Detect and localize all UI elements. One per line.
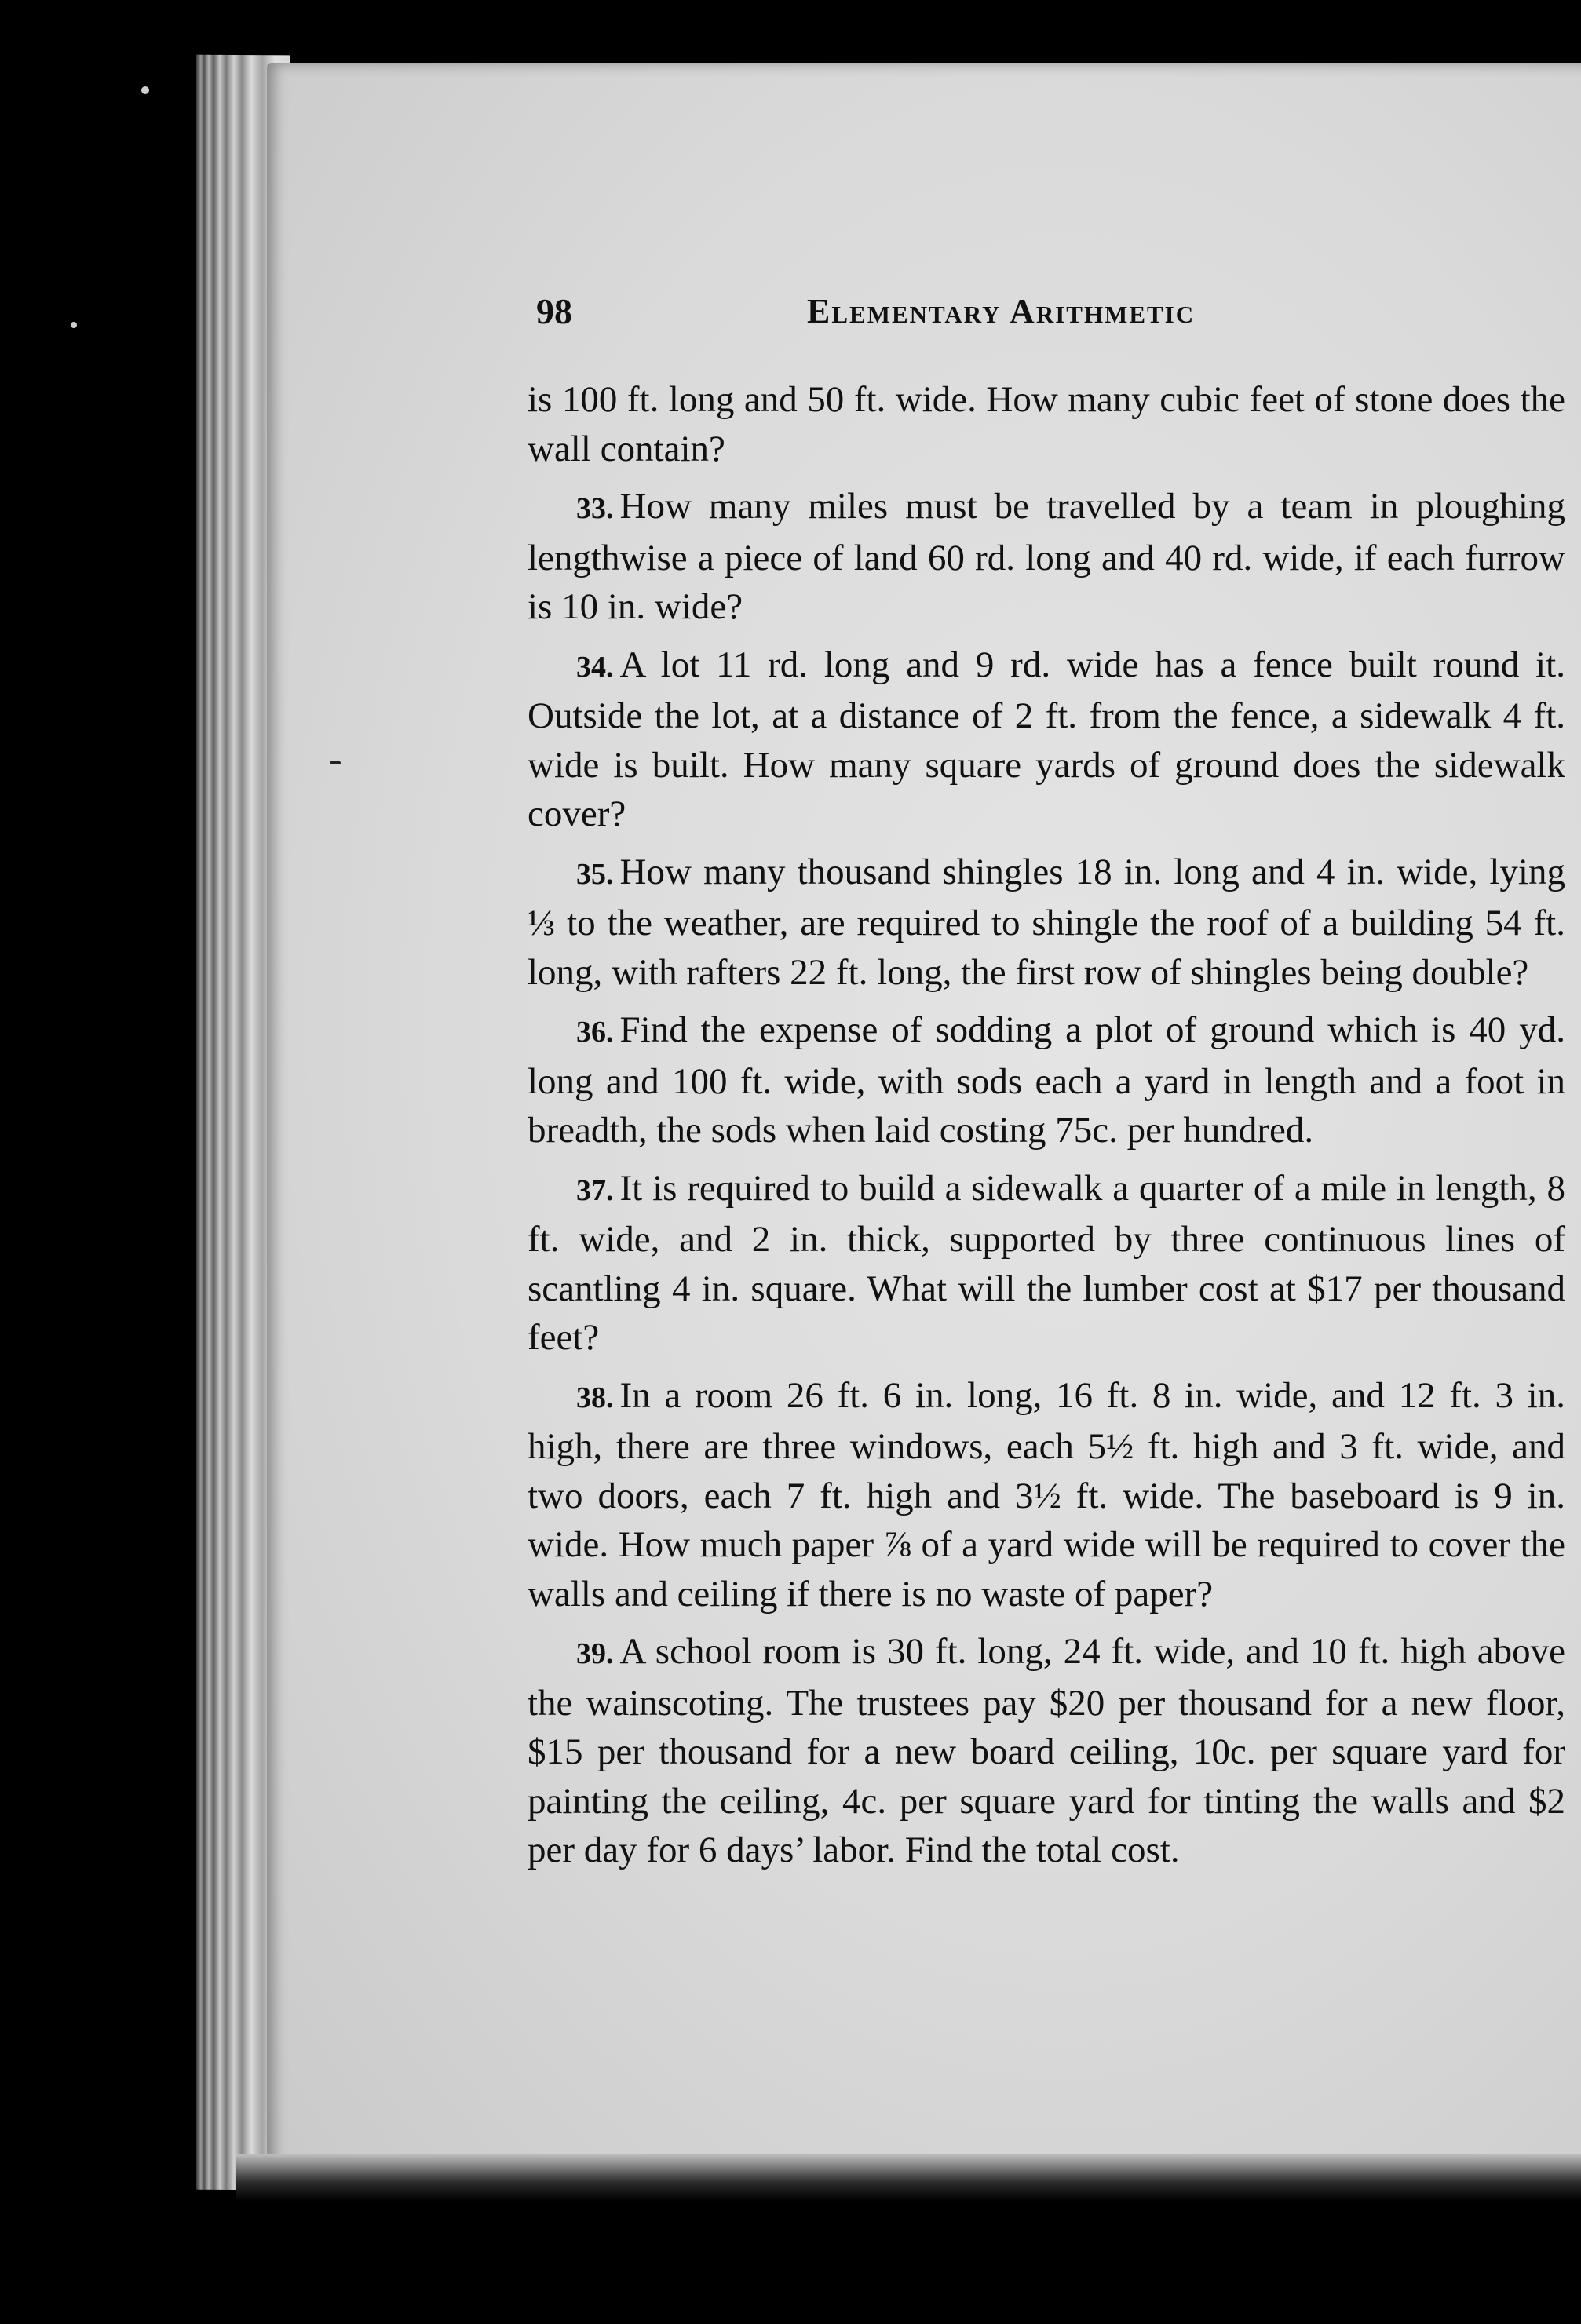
problem-36 — [528, 1005, 1565, 1155]
problem-text: Find the expense of sodding a plot of ground which is 40 yd. long and 100 ft. wide, with sods each a yard in length and a foot in breadth, the sods when laid costing 75c. per hundred. — [528, 1009, 1565, 1151]
problem-number: 33. — [576, 492, 614, 525]
problem-34 — [528, 640, 1565, 839]
problem-number: 36. — [576, 1016, 614, 1049]
problem-text: How many thousand shingles 18 in. long and 4 in. wide, lying ⅓ to the weather, are required to shingle the roof of a building 54 ft. long, with rafters 22 ft. long, the first row of shingles being double? — [528, 851, 1565, 993]
problem-text: How many miles must be travelled by a team in ploughing lengthwise a piece of land 60 rd. long and 40 rd. wide, if each furrow is 10 in. wide? — [528, 486, 1565, 627]
problem-35 — [528, 848, 1565, 998]
problem-number: 35. — [576, 857, 614, 891]
dust-speck — [71, 322, 77, 328]
continuation-paragraph: is 100 ft. long and 50 ft. wide. How many cubic feet of stone does the wall contain? — [528, 379, 1565, 469]
problem-text: It is required to build a sidewalk a quarter of a mile in length, 8 ft. wide, and 2 in. thick, supported by three continuous lines of scantling 4 in. square. What will the lumber cost at $17 per thousand feet? — [528, 1167, 1565, 1358]
problem-number: 34. — [576, 650, 614, 684]
running-head: Elementary Arithmetic — [807, 292, 1196, 330]
margin-mark — [330, 761, 341, 764]
problem-number: 38. — [576, 1381, 614, 1414]
problem-37 — [528, 1164, 1565, 1363]
page-number: 98 — [536, 291, 572, 331]
problem-33 — [528, 482, 1565, 632]
page-header — [536, 284, 1337, 339]
problem-text: A lot 11 rd. long and 9 rd. wide has a fence built round it. Outside the lot, at a distance of 2 ft. from the fence, a sidewalk 4 ft. wide is built. How many square yards of ground does the sidewalk cover? — [528, 644, 1565, 834]
problem-number: 37. — [576, 1173, 614, 1207]
page-bottom-edge — [236, 2154, 1581, 2202]
problem-text: A school room is 30 ft. long, 24 ft. wide, and 10 ft. high above the wainscoting. The trustees pay $20 per thousand for a new floor, $15 per thousand for a new board ceiling, 10c. per square yard for painting the ceiling, 4c. per square yard for tinting the walls and $2 per day for 6 days’ labor. Find the total cost. — [528, 1631, 1565, 1870]
problem-number: 39. — [576, 1637, 614, 1670]
dust-speck — [141, 86, 149, 94]
problem-text: In a room 26 ft. 6 in. long, 16 ft. 8 in. wide, and 12 ft. 3 in. high, there are three windows, each 5½ ft. high and 3 ft. wide, and two doors, each 7 ft. high and 3½ ft. wide. The baseboard is 9 in. wide. How much paper ⅞ of a yard wide will be required to cover the walls and ceiling if there is no waste of paper? — [528, 1374, 1565, 1614]
body-text — [528, 375, 1565, 1884]
problem-38 — [528, 1371, 1565, 1619]
problem-39 — [528, 1627, 1565, 1875]
